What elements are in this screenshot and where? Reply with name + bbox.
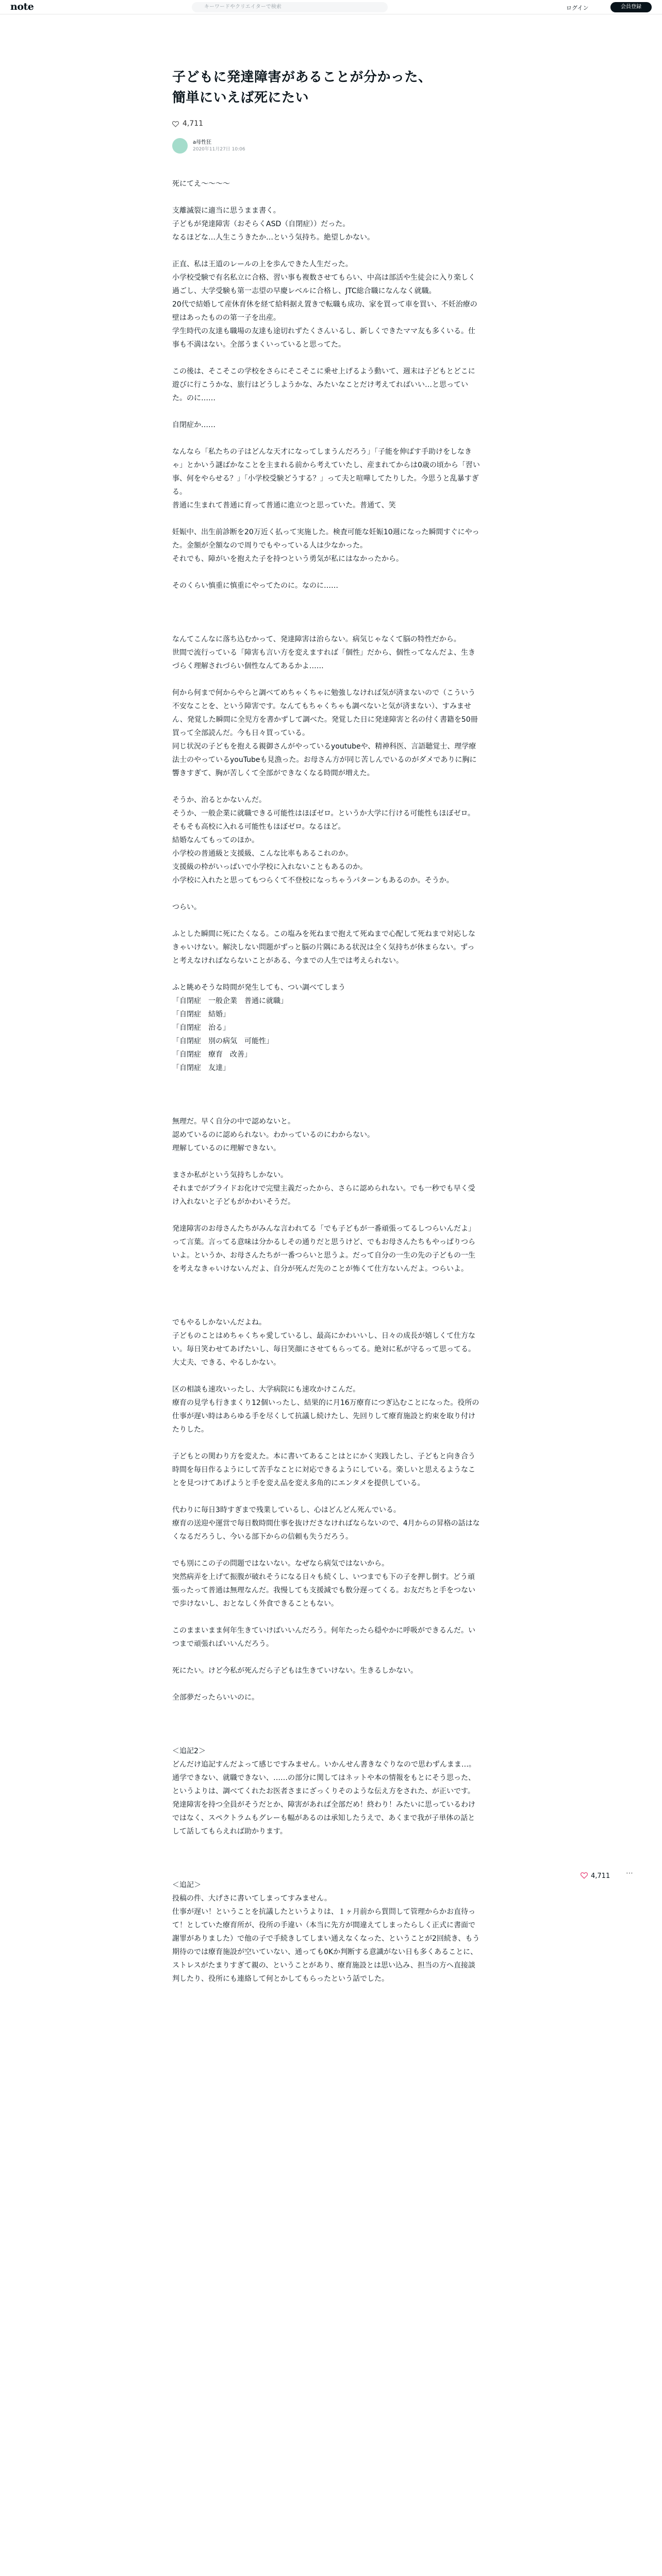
- login-link[interactable]: ログイン: [566, 5, 589, 11]
- paragraph: まさか私がという気持ちしかない。 それまでがプライドお化けで完璧主義だったから、さらに認められない。でも一秒でも早く受け入れないと子どもがかわいそうだ。: [172, 1171, 475, 1206]
- paragraph: 自閉症か……: [172, 421, 216, 429]
- avatar[interactable]: [172, 138, 188, 154]
- paragraph-gap: [172, 1276, 482, 1289]
- paragraph-gap: [172, 1611, 482, 1624]
- paragraph-gap: [172, 1677, 482, 1691]
- paragraph-gap: [172, 1865, 482, 1878]
- paragraph: ＜追記＞ 投稿の件、大げさに書いてしまってすみません。 仕事が遅い！ということを抗議したというよりは、１ヶ月前から質問して管理からかお直待って！としていた療育所が、役所の手違い（本当に先方が間違えてしまったらしく正式に書面で謝罪がありました）で他の子で手続きしてしまい通えなくなった、ということが2回続き、もう期待のでは療育施設が空いていない、通っても0Kか判断する意識がない日も多くあることに、ストレスがたまりすぎて親の、ということがあり、療育施設とは思い込み、担当の方へ直接談判したり、役所にも連絡して何とかしてもらったという話でした。: [172, 1881, 480, 1983]
- paragraph-gap: [172, 619, 482, 633]
- more-options-icon[interactable]: ⋯: [626, 1869, 633, 1877]
- note-logo[interactable]: note: [10, 1, 34, 12]
- paragraph-gap: [172, 1704, 482, 1718]
- paragraph-gap: [172, 914, 482, 927]
- paragraph: 死にたい。けど今私が死んだら子どもは生きていけない。生きるしかない。: [172, 1667, 418, 1675]
- publish-date: 2020年11月27日 10:06: [193, 146, 245, 152]
- paragraph: なんてこんなに落ち込むかって、発達障害は治らない。病気じゃなくて脳の特性だから。 世間で流行っている「障害も言い方を変えますれば「個性」だから、個性ってなんだよ、生きづらく理解されづらい個性なんてあるかよ……: [172, 635, 475, 670]
- paragraph-gap: [172, 1369, 482, 1383]
- heart-icon[interactable]: [581, 1871, 588, 1881]
- paragraph-gap: [172, 780, 482, 793]
- paragraph-gap: [172, 606, 482, 619]
- paragraph: 死にてえ〜〜〜〜: [172, 180, 230, 188]
- site-header: [0, 0, 662, 14]
- paragraph: 区の相談も速攻いったし、大学病院にも速攻かけこんだ。 療育の見学も行きまくり12個いったし、結果的に月16万療育につぎ込むことになった。役所の仕事が遅い時はあらゆる手を尽くして抗議し続けたし、先回りして療育施設と約束を取り付けたりした。: [172, 1385, 479, 1434]
- paragraph-gap: [172, 1731, 482, 1744]
- paragraph-gap: [172, 1075, 482, 1088]
- paragraph: でもやるしかないんだよね。 子どものことはめちゃくちゃ愛しているし、最高にかわいいし、日々の成長が嬉しくて仕方ない。毎日笑わせてあげたいし、毎日笑顔にさせてもらってる。絶対に私が守るって思ってる。大丈夫、できる、やるしかない。: [172, 1318, 475, 1367]
- paragraph: ふと眺めそうな時間が発生しても、つい調べてしまう 「自閉症 一般企業 普通に就職」 「自閉症 結婚」 「自閉症 治る」 「自閉症 別の病気 可能性」 「自閉症 療育 改善」 「自閉症 友達」: [172, 984, 345, 1072]
- paragraph: ＜追記2＞ どんだけ追記すんだよって感じですみません。いかんせん書きなぐりなので思わずんまま…。 通学できない、就職できない、……の部分に関してはネットや本の情報をもとにそう思った、というよりは、調べてくれたお医者さまにざっくりそのような伝え方をされた、が正いです。 発達障害を持つ全員がそうだとか、障害があれば全部だめ！終わり！みたいに思っているわけではなく、スペクトラムもグレーも幅があるのは承知したうえで、あくまで我が子単体の話として話してもらえれば助かります。: [172, 1747, 476, 1836]
- paragraph-gap: [172, 592, 482, 606]
- author-name[interactable]: a母性狂: [193, 139, 212, 145]
- paragraph-gap: [172, 1718, 482, 1731]
- paragraph: 代わりに毎日3時すぎまで残業しているし、心はどんどん死んでいる。 療育の送迎や運営で毎日数時間仕事を抜けださなければならないので、4月からの昇格の話はなくなるだろうし、今いる部下からの信頼も失うだろう。: [172, 1506, 480, 1541]
- paragraph: 無理だ。早く自分の中で認めないと。 認めているのに認められない。わかっているのにわからない。 理解しているのに理解できない。: [172, 1117, 374, 1153]
- floating-like-count: 4,711: [591, 1872, 610, 1880]
- paragraph-gap: [172, 968, 482, 981]
- paragraph: この後は、そこそこの学校をさらにそこそこに乗せ上げるよう動いて、週末は子どもとどこに遊びに行こうかな、旅行はどうしようかな、みたいなことだけ考えてればいい…と思っていた。のに……: [172, 367, 475, 402]
- paragraph-gap: [172, 887, 482, 901]
- paragraph-gap: [172, 351, 482, 365]
- paragraph: 子どもとの関わり方を変えた。本に書いてあることはとにかく実践したし、子どもと向き合う時間を毎日作るようにして苦手なことに対応できるようにしている。楽しいと思えるようなことを見つけてあげようと手を変え品を変え多角的にエンタメを提供している。: [172, 1452, 475, 1487]
- likes-count: 4,711: [183, 120, 204, 128]
- paragraph-gap: [172, 566, 482, 579]
- floating-like[interactable]: [581, 1871, 610, 1881]
- paragraph-gap: [172, 432, 482, 445]
- paragraph: ふとした瞬間に死にたくなる。この塩みを死ねまで抱えて死ぬまで心配して死ねまで対応しなきゃいけない。解決しない問題がずっと脳の片隅にある状況は全く気持ちが休まらない。ずっと考えなければならないことがある、今までの人生では考えられない。: [172, 930, 475, 965]
- paragraph-gap: [172, 1088, 482, 1101]
- author-meta: [193, 139, 245, 153]
- paragraph-gap: [172, 1302, 482, 1316]
- paragraph: でも別にこの子の問題ではないない。なぜなら病気ではないから。 突然病弄を上げて振腹が破れそうになる日々も続くし、いつまでも下の子を押し倒す。どう頑張ったって普通は無理なんだ。我慢しても支援減でも数分遅ってくる。お友だちと手をつないで歩けないし、おとなしく外食できることもない。: [172, 1560, 475, 1608]
- paragraph-gap: [172, 1101, 482, 1115]
- paragraph-gap: [172, 244, 482, 258]
- paragraph: 正直、私は王道のレールの上を歩んできた人生だった。 小学校受験で有名私立に合格、習い事も複数させてもらい、中高は部活や生徒会に入り楽しく過ごし、大学受験も第一志望の早慶レベルに合格し、JTC総合職になんなく就職。 20代で結婚して産休育休を経て給料据え置きで転職も成功、家を買って車を買い、不妊治療の壁はあったものの第一子を出産。 学生時代の友達も職場の友達も途切れずたくさんいるし、新しくできたママ友も多くいる。仕事も不満はない。全部うまくいっていると思ってた。: [172, 260, 477, 349]
- paragraph: つらい。: [172, 903, 201, 911]
- paragraph: 何から何まで何からやらと調べてめちゃくちゃに勉強しなければ気が済まないので（こういう不安なことを、という障害です。なんてもちゃくちゃも調べないと気が済まない）、すみません、発覚した瞬間に全児方を書かずして調べた。発覚した日に発達障害と名の付く書籍を50冊買って全部読んだ。今も日々買っている。 同じ状況の子どもを抱える親御さんがやっているyoutubeや、精神科医、言語聴覚士、理学療法士のやっているyouTubeも見漁った。お母さん方が同じ苦しんでいるのがダメでありに胸に響きすぎて、胸が苦しくて全部ができなくなる時間が増えた。: [172, 689, 478, 777]
- paragraph-gap: [172, 1436, 482, 1450]
- paragraph-gap: [172, 673, 482, 686]
- heart-icon[interactable]: [172, 121, 178, 127]
- paragraph: そうか、治るとかないんだ。 そうか、一般企業に就職できる可能性はほぼゼロ。というか大学に行ける可能性もほぼゼロ。そもそも高校に入れる可能性もほぼゼロ。なるほど。 結婚なんてもってのほか。 小学校の普通級と支援級、こんな比率もあるこれのか。 支援級の枠がいっぱいで小学校に入れないこともあるのか。 小学校に入れたと思ってもつらくて不登校になっちゃうパターンもあるのか。そうか。: [172, 796, 475, 885]
- article-title-line1: 子どもに発達障害があることが分かった、: [172, 70, 432, 85]
- paragraph-gap: [172, 191, 482, 204]
- article-title: [172, 67, 482, 108]
- paragraph: 妊娠中、出生前診断を20万近く払って実施した。検査可能な妊娠10週になった瞬間すぐにやった。金額が全額なので周りでもやっている人は少なかった。 それでも、障がいを抱えた子を持つという勇気が私にはなかったから。: [172, 528, 479, 563]
- paragraph: 支離滅裂に適当に思うまま書く。 子どもが発達障害（おそらくASD（自閉症））だった。 なるほどな…人生こうきたか…という気持ち。絶望しかない。: [172, 207, 374, 242]
- paragraph: そのくらい慎重に慎重にやってたのに。なのに……: [172, 582, 338, 590]
- paragraph-gap: [172, 1289, 482, 1302]
- paragraph-gap: [172, 405, 482, 418]
- search-input[interactable]: キーワードやクリエイターで検索: [192, 2, 388, 12]
- paragraph-gap: [172, 1490, 482, 1503]
- paragraph: 全部夢だったらいいのに。: [172, 1693, 259, 1702]
- paragraph: このままいまま何年生きていけばいいんだろう。何年たったら穏やかに呼吸ができるんだ。いつまで頑張ればいいんだろう。: [172, 1626, 475, 1648]
- signup-button[interactable]: 会員登録: [610, 2, 652, 12]
- paragraph: 発達障害のお母さんたちがみんな言われてる「でも子どもが一番頑張ってるしつらいんだよ」って言葉。言ってる意味は分かるしその通りだと思うけど、でもお母さんたちもやっぱりつらいよ。というか、お母さんたちが一番つらいと思うよ。だって自分の一生の先の子どもの一生を考えなきゃいけないんだよ、自分が死んだ先のことが怖くて仕方ないんだよ。つらいよ。: [172, 1225, 475, 1273]
- article-title-line2: 簡単にいえば死にたい: [172, 90, 309, 106]
- paragraph-gap: [172, 512, 482, 526]
- paragraph-gap: [172, 1852, 482, 1865]
- article-body: [172, 177, 482, 1986]
- paragraph-gap: [172, 1651, 482, 1664]
- paragraph: なんなら「私たちの子はどんな天才になってしまうんだろう」「子能を伸ばす手助けをしなきゃ」とかいう謎ばかなことを主まれる前から考えていたし、産まれてからは0歳の頃から「習い事、何をやらせる？」「小学校受験どうする？」って夫と喧嘩してたりした。今思うと乱暴すぎる。 普通に生まれて普通に育って普通に進立つと思っていた。普通て、笑: [172, 448, 480, 510]
- article: [172, 67, 482, 1986]
- likes-row: [172, 118, 482, 129]
- paragraph-gap: [172, 1155, 482, 1168]
- author-row: [172, 138, 482, 154]
- paragraph-gap: [172, 1838, 482, 1852]
- paragraph-gap: [172, 1209, 482, 1222]
- paragraph-gap: [172, 1544, 482, 1557]
